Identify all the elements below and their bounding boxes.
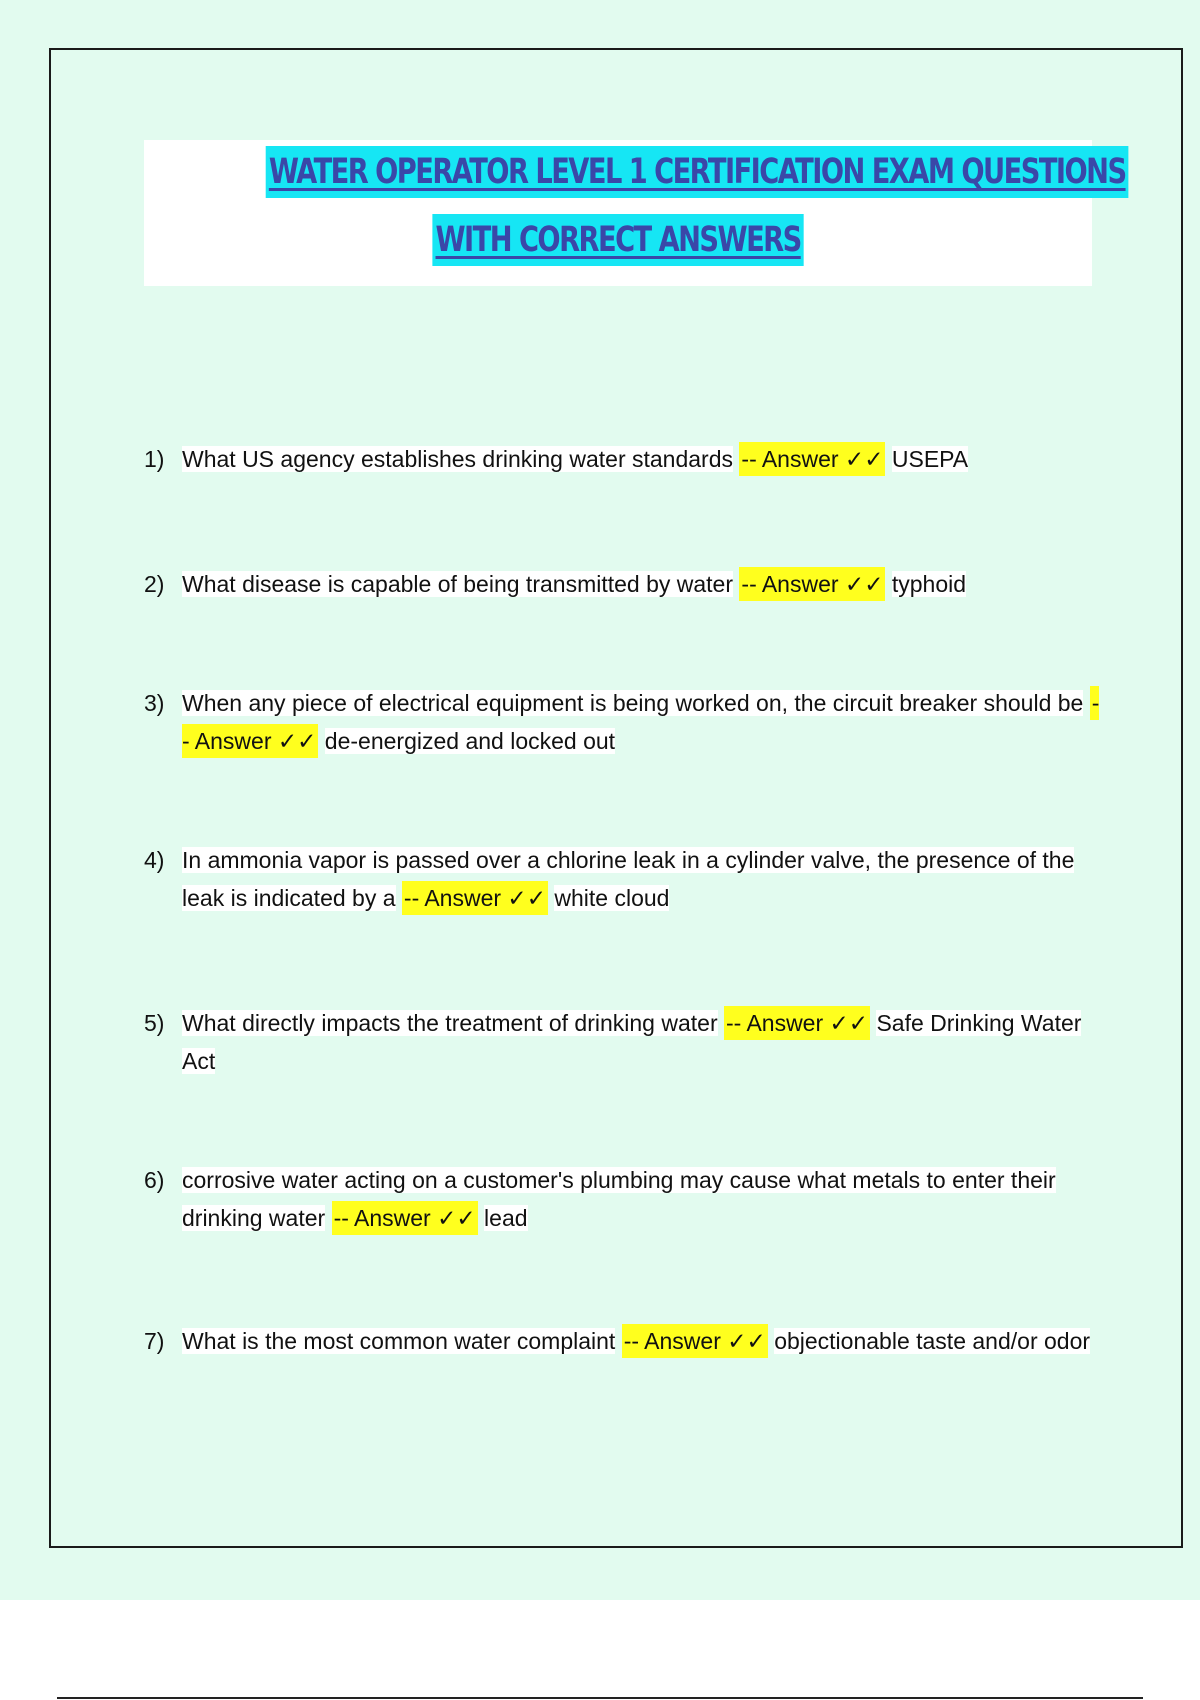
- answer-tag: -- Answer ✓✓: [622, 1324, 768, 1358]
- qa-number: 3): [144, 690, 165, 716]
- qa-answer: lead: [484, 1205, 528, 1231]
- qa-question: What is the most common water complaint: [182, 1328, 616, 1354]
- qa-body: [182, 841, 1102, 917]
- document-title-line-2: WITH CORRECT ANSWERS: [432, 214, 803, 266]
- qa-item-4: [142, 841, 1102, 917]
- qa-answer: typhoid: [891, 571, 967, 597]
- qa-number: 1): [144, 446, 165, 472]
- qa-number: 6): [144, 1167, 165, 1193]
- qa-item-1: [142, 440, 1102, 478]
- answer-tag: -- Answer ✓✓: [724, 1006, 870, 1040]
- qa-number: 2): [144, 571, 165, 597]
- qa-number: 4): [144, 847, 165, 873]
- qa-body: [182, 440, 1102, 478]
- answer-tag: -- Answer ✓✓: [182, 686, 1099, 758]
- answer-tag: -- Answer ✓✓: [402, 881, 548, 915]
- qa-number: 7): [144, 1328, 165, 1354]
- answer-tag: -- Answer ✓✓: [739, 442, 885, 476]
- qa-question: What US agency establishes drinking water standards: [182, 446, 734, 472]
- qa-question: In ammonia vapor is passed over a chlorine leak in a cylinder valve, the presence of the leak is indicated by a: [182, 847, 1075, 911]
- qa-item-7: [142, 1322, 1102, 1360]
- qa-number: 5): [144, 1010, 165, 1036]
- footer-rule: [57, 1697, 1143, 1699]
- qa-item-6: [142, 1161, 1102, 1237]
- qa-body: [182, 1004, 1102, 1080]
- answer-tag: -- Answer ✓✓: [332, 1201, 478, 1235]
- qa-item-2: [142, 565, 1102, 603]
- title-row-1: [144, 146, 1126, 198]
- qa-question: When any piece of electrical equipment is being worked on, the circuit breaker should be: [182, 690, 1084, 716]
- title-row-2: [144, 214, 1092, 266]
- qa-body: [182, 1161, 1102, 1237]
- title-block: [144, 140, 1126, 286]
- qa-question: What disease is capable of being transmitted by water: [182, 571, 734, 597]
- qa-body: [182, 565, 1102, 603]
- answer-tag: -- Answer ✓✓: [739, 567, 885, 601]
- qa-item-3: [142, 684, 1102, 760]
- qa-question: What directly impacts the treatment of drinking water: [182, 1010, 718, 1036]
- qa-answer: USEPA: [891, 446, 969, 472]
- qa-question: corrosive water acting on a customer's plumbing may cause what metals to enter their drinking water: [182, 1167, 1056, 1231]
- qa-body: [182, 684, 1102, 760]
- qa-answer: objectionable taste and/or odor: [774, 1328, 1091, 1354]
- qa-answer: de-energized and locked out: [324, 728, 616, 754]
- qa-answer: white cloud: [554, 885, 670, 911]
- qa-item-5: [142, 1004, 1102, 1080]
- qa-body: [182, 1322, 1102, 1360]
- document-title-line-1: WATER OPERATOR LEVEL 1 CERTIFICATION EXAM QUESTIONS: [266, 146, 1129, 198]
- qa-answer: Safe Drinking Water Act: [182, 1010, 1082, 1074]
